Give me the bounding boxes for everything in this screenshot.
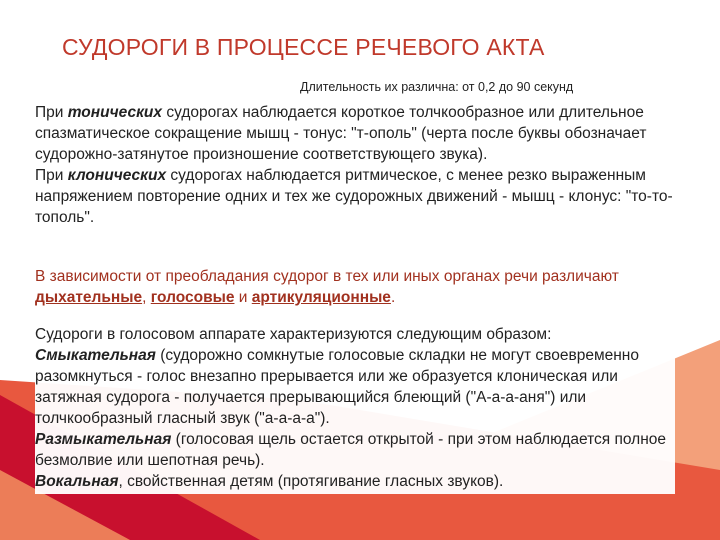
voice-intro: Судороги в голосовом аппарате характеризуются следующим образом: — [35, 326, 552, 343]
opening-term: Размыкательная — [35, 431, 172, 448]
slide-subtitle: Длительность их различна: от 0,2 до 90 секунд — [300, 80, 574, 94]
tonic-term: тонических — [67, 104, 163, 121]
voice-apparatus-block — [35, 324, 675, 494]
closing-term: Смыкательная — [35, 347, 156, 364]
vocal-paragraph — [35, 471, 671, 492]
tonic-paragraph — [35, 102, 675, 165]
organ-types-paragraph — [35, 266, 675, 308]
slide-title: СУДОРОГИ В ПРОЦЕССЕ РЕЧЕВОГО АКТА — [62, 34, 545, 60]
vocal-text: , свойственная детям (протягивание гласных звуков). — [118, 473, 504, 490]
link-articulatory[interactable]: артикуляционные — [251, 289, 391, 306]
clonic-text: судорогах наблюдается ритмическое, с менее резко выраженным напряжением повторение одних и тех же судорожных движений - мышц - клонус: "то-то-тополь". — [35, 167, 673, 226]
types-sep2: и — [234, 289, 252, 306]
closing-text: (судорожно сомкнутые голосовые складки не могут своевременно разомкнуться - голос внезапно прерывается или же образуется клоническая или затяжная судорога - получается прерывающийся блеющий ("А-а-а-аня") или толчкообразный гласный звук ("а-а-а-а"). — [35, 347, 639, 427]
types-end: . — [390, 289, 396, 306]
closing-paragraph — [35, 345, 671, 429]
clonic-pre: При — [35, 167, 68, 184]
opening-text: (голосовая щель остается открытой - при этом наблюдается полное безмолвие или шепотная речь). — [35, 431, 667, 469]
vocal-term: Вокальная — [35, 473, 119, 490]
link-vocal[interactable]: голосовые — [150, 289, 235, 306]
clonic-term: клонических — [67, 167, 167, 184]
convulsion-types-block — [35, 102, 675, 228]
opening-paragraph — [35, 429, 671, 471]
types-intro: В зависимости от преобладания судорог в тех или иных органах речи различают — [35, 268, 619, 285]
clonic-paragraph — [35, 165, 675, 228]
link-respiratory[interactable]: дыхательные — [35, 289, 143, 306]
tonic-text: судорогах наблюдается короткое толчкообразное или длительное спазматическое сокращение мышц - тонус: "т-ополь" (черта после буквы обозначает судорожно-затянутое произношение соответствующего звука). — [35, 104, 647, 163]
tonic-pre: При — [35, 104, 68, 121]
types-sep1: , — [142, 289, 151, 306]
